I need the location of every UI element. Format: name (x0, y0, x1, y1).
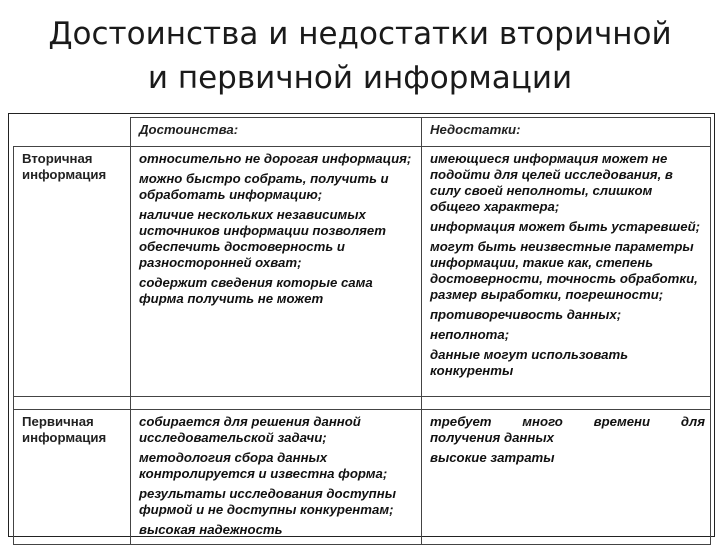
primary-advantage-item: собирается для решения данной исследовательской задачи; (139, 414, 361, 445)
separator-cell (131, 397, 422, 410)
header-advantages (131, 118, 422, 147)
primary-disadvantage-line-2: получения данных (430, 430, 554, 445)
secondary-advantages-cell (131, 147, 422, 397)
comparison-table-frame (8, 113, 715, 537)
secondary-disadvantage-item: имеющиеся информация может не подойти для целей исследования, в силу своей неполноты, слишком общего характера; (430, 151, 673, 214)
primary-advantage-item: результаты исследования доступны фирмой и не доступны конкурентам; (139, 486, 396, 517)
header-disadvantages-label: Недостатки: (430, 122, 521, 137)
header-advantages-label: Достоинства: (139, 122, 239, 137)
row-label-primary-line-1: Первичная (22, 414, 94, 429)
primary-disadvantages-cell (422, 410, 711, 545)
secondary-advantage-item: относительно не дорогая информация; (139, 151, 412, 166)
primary-disadvantage-item: высокие затраты (430, 450, 555, 465)
comparison-table (13, 117, 711, 545)
row-label-primary (14, 410, 131, 545)
secondary-disadvantages-cell (422, 147, 711, 397)
table-row-separator (14, 397, 711, 410)
secondary-disadvantage-item: противоречивость данных; (430, 307, 622, 322)
secondary-advantage-item: наличие нескольких независимых источников информации позволяет обеспечить достоверность и разносторонней охват; (139, 207, 386, 270)
primary-disadvantage-line-1: требует много времени для (430, 414, 705, 429)
slide-title-line-1: Достоинства и недостатки вторичной (48, 16, 672, 52)
separator-cell (422, 397, 711, 410)
table-row-secondary (14, 147, 711, 397)
primary-advantages-cell (131, 410, 422, 545)
secondary-disadvantage-item: информация может быть устаревшей; (430, 219, 701, 234)
row-label-secondary-line-2: информация (22, 167, 107, 182)
row-label-secondary-line-1: Вторичная (22, 151, 93, 166)
table-corner-cell (14, 118, 131, 147)
secondary-advantage-item: можно быстро собрать, получить и обработать информацию; (139, 171, 389, 202)
secondary-disadvantage-item: могут быть неизвестные параметры информации, такие как, степень достоверности, точность обработки, размер выработки, погрешности; (430, 239, 698, 302)
slide-title-line-2: и первичной информации (147, 60, 573, 96)
row-label-primary-line-2: информация (22, 430, 107, 445)
slide-title (0, 12, 720, 100)
secondary-disadvantage-item: неполнота; (430, 327, 510, 342)
table-row-primary (14, 410, 711, 545)
secondary-advantage-item: содержит сведения которые сама фирма получить не может (139, 275, 373, 306)
primary-advantage-item: методология сбора данных контролируется и известна форма; (139, 450, 388, 481)
table-header-row (14, 118, 711, 147)
primary-advantage-item: высокая надежность (139, 522, 283, 537)
header-disadvantages (422, 118, 711, 147)
secondary-disadvantage-item: данные могут использовать конкуренты (430, 347, 629, 378)
row-label-secondary (14, 147, 131, 397)
separator-cell (14, 397, 131, 410)
